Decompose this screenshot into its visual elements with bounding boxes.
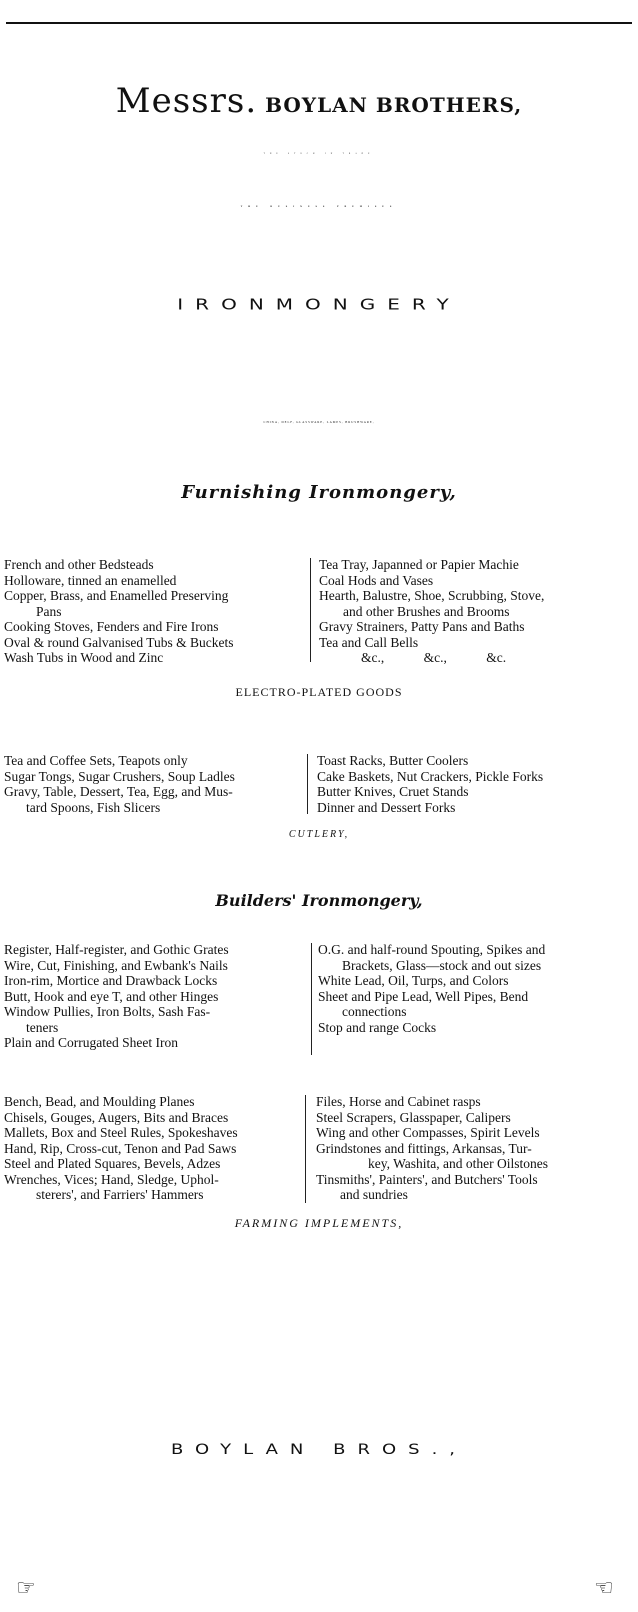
list-item: Gravy, Table, Dessert, Tea, Egg, and Mus- [4,784,233,799]
builders-right-list [318,942,545,1035]
builders-heading: Builders' Ironmongery, [215,891,423,910]
list-item: Hearth, Balustre, Shoe, Scrubbing, Stove, [319,588,545,603]
boylan-bros-text: BOYLAN BROS., [170,1441,468,1458]
list-item: Hand, Rip, Cross-cut, Tenon and Pad Saws [4,1140,237,1156]
list-item: Copper, Brass, and Enamelled Preserving [4,588,229,603]
list-item: Butter Knives, Cruet Stands [317,784,469,799]
list-item: O.G. and half-round Spouting, Spikes and [318,942,546,957]
list-item: French and other Bedsteads [4,557,154,572]
list-item: Steel and Plated Squares, Bevels, Adzes [4,1156,221,1171]
paragraph-line [0,1278,638,1294]
list-item: Register, Half-register, and Gothic Grates [4,942,229,957]
list-item: Butt, Hook and eye T, and other Hinges [4,988,219,1004]
list-item: Grindstones and fittings, Arkansas, Tur- [316,1140,532,1156]
farming-paragraph [0,1262,638,1386]
list-item: key, Washita, and other Oilstones [368,1156,549,1171]
ironmongery-heading [0,294,638,314]
paragraph-line [0,1293,638,1309]
electro-left-list [4,753,235,815]
furnishing-heading: Furnishing Ironmongery, [181,482,457,503]
list-item: Sheet and Pipe Lead, Well Pipes, Bend [318,988,529,1004]
list-item: Pans [36,603,62,619]
list-item: Files, Horse and Cabinet rasps [316,1094,481,1109]
list-item: Window Pullies, Iron Bolts, Sash Fas- [4,1004,211,1019]
list-item: Bench, Bead, and Moulding Planes [4,1094,195,1109]
artists-left-list [4,1094,238,1203]
list-item: &c., &c., &c. [361,650,507,665]
pointing-hand-right-icon: ☞ [16,1576,36,1601]
list-item: Wash Tubs in Wood and Zinc [4,650,164,665]
list-item: Dinner and Dessert Forks [317,799,456,815]
paragraph-line [0,1309,638,1325]
list-item: Mallets, Box and Steel Rules, Spokeshaves [4,1125,238,1140]
list-item: teners [26,1019,59,1035]
list-item: Toast Racks, Butter Coolers [317,753,469,768]
paragraph-line [0,1371,638,1387]
list-item: Iron-rim, Mortice and Drawback Locks [4,973,218,988]
electro-right-list [317,753,543,815]
list-item: sterers', and Farriers' Hammers [36,1187,204,1202]
list-item: Cake Baskets, Nut Crackers, Pickle Forks [317,768,544,784]
business-premises: THE BUSINESS PREMISES [240,206,398,208]
builders-left-list [4,942,229,1051]
list-item: Wing and other Compasses, Spirit Levels [316,1125,540,1140]
list-item: Tinsmiths', Painters', and Butchers' Tools [316,1171,538,1187]
list-item: Tea and Call Bells [319,634,419,650]
list-item: Coal Hods and Vases [319,572,434,588]
electro-heading: ELECTRO-PLATED GOODS [235,685,403,699]
list-item: Plain and Corrugated Sheet Iron [4,1035,178,1050]
list-item: Tea Tray, Japanned or Papier Machie [319,557,519,572]
list-item: Holloware, tinned an enamelled [4,572,177,588]
ironmongery-text: IRONMONGERY [177,295,461,313]
firm-name: BOYLAN BROTHERS, [265,93,523,117]
column-divider [305,1095,306,1203]
firm-name-line [0,81,638,121]
list-item: and other Brushes and Brooms [343,603,510,619]
list-item: connections [342,1004,407,1019]
column-divider [311,943,312,1055]
paragraph-line [0,1340,638,1356]
list-item: Cooking Stoves, Fenders and Fire Irons [4,619,219,634]
list-item: Wrenches, Vices; Hand, Sledge, Uphol- [4,1171,219,1187]
farming-heading: FARMING IMPLEMENTS, [234,1216,404,1230]
furnishing-left-list [4,557,234,666]
cutlery-heading: CUTLERY, [288,829,350,840]
stock-in-trade: THE STOCK IN TRADE [263,153,375,155]
list-item: Tea and Coffee Sets, Teapots only [4,753,188,768]
list-item: tard Spoons, Fish Slicers [26,799,161,815]
list-item: Wire, Cut, Finishing, and Ewbank's Nails [4,957,228,973]
furnishing-right-list [319,557,544,666]
list-item: Oval & round Galvanised Tubs & Buckets [4,634,234,650]
intro-china: CHINA, DELF, GLASSWARE, LAMPS, BRUSHWARE, [263,420,375,424]
column-divider [307,754,308,814]
boylan-bros-heading [0,1441,638,1459]
list-item: Stop and range Cocks [318,1019,437,1035]
list-item: Brackets, Glass—stock and out sizes [342,957,542,973]
pointing-hand-left-icon: ☜ [594,1576,614,1601]
list-item: Sugar Tongs, Sugar Crushers, Soup Ladles [4,768,235,784]
list-item: Gravy Strainers, Patty Pans and Baths [319,619,525,634]
paragraph-line [0,1262,638,1278]
paragraph-line [0,1355,638,1371]
paragraph-line [0,1324,638,1340]
list-item: Steel Scrapers, Glasspaper, Calipers [316,1109,511,1125]
artists-right-list [316,1094,548,1203]
header-rule [6,22,632,24]
list-item: and sundries [340,1187,408,1202]
firm-prefix: Messrs. [115,81,258,121]
list-item: White Lead, Oil, Turps, and Colors [318,973,509,988]
column-divider [310,558,311,662]
list-item: Chisels, Gouges, Augers, Bits and Braces [4,1109,229,1125]
